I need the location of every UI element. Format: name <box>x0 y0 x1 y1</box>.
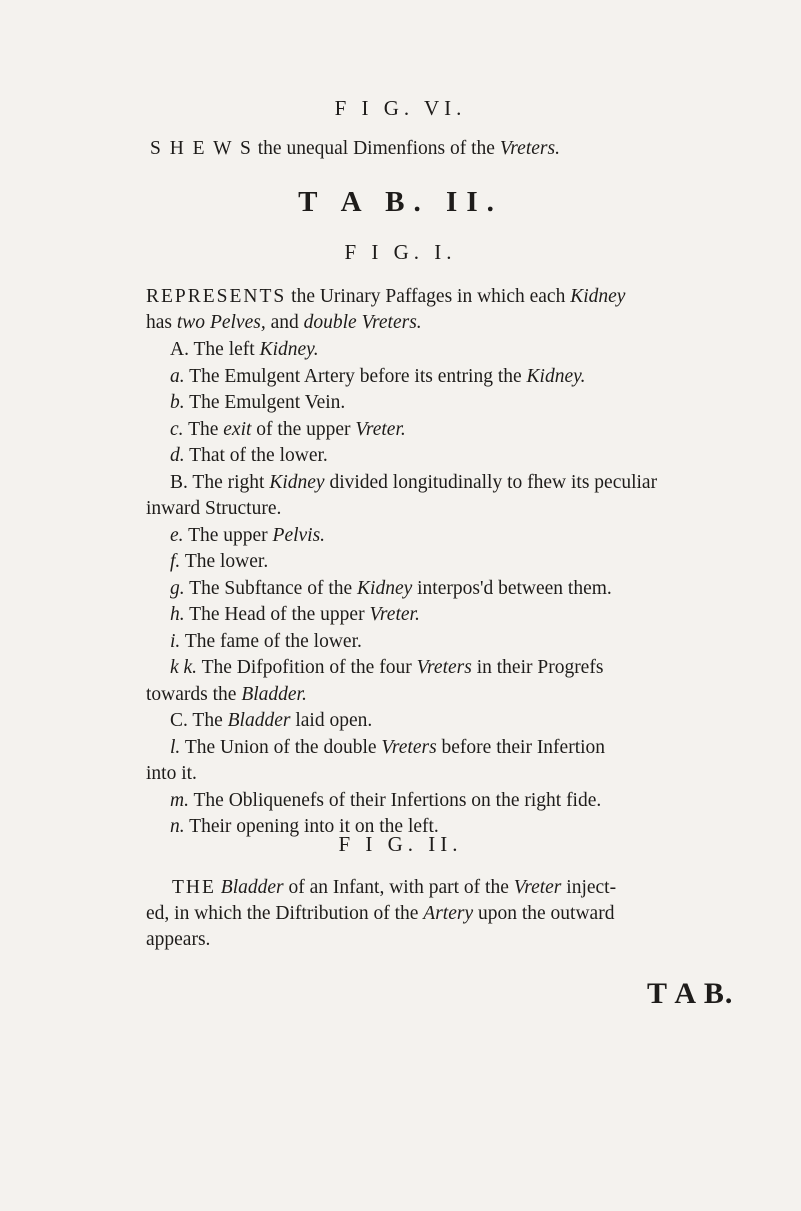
legend-key: k k. <box>170 657 198 678</box>
kidney-word: Kidney <box>570 286 626 307</box>
legend-item <box>170 789 601 813</box>
legend-italic: Bladder. <box>241 683 307 705</box>
legend-item <box>170 471 657 495</box>
fig6-ureters: Vreters. <box>499 138 560 159</box>
fig2-l1: of an Infant, with part of the <box>288 877 509 898</box>
catchword: T A B. <box>647 977 734 1010</box>
represents: REPRESENTS <box>146 286 287 307</box>
legend-italic: Kidney. <box>259 339 319 360</box>
legend-key: a. <box>170 365 185 387</box>
fig1-heading: F I G. I. <box>344 240 457 264</box>
injected-word: inject- <box>566 877 617 898</box>
legend-text-after: of the upper <box>256 418 351 440</box>
ureters-word: Vreters. <box>361 312 422 333</box>
legend-item <box>170 418 406 442</box>
legend-text-after: laid open. <box>295 710 373 731</box>
legend-text: The left <box>193 339 255 360</box>
legend-item <box>170 391 345 415</box>
legend-key: B. <box>170 471 188 493</box>
legend-item <box>170 444 328 468</box>
legend-italic: Bladder <box>227 710 291 731</box>
fig2-l2a: ed, in which the Diftribution of the <box>146 903 419 924</box>
legend-text: inward Structure. <box>146 498 282 519</box>
legend-item <box>170 603 420 627</box>
legend-italic: exit <box>223 418 252 440</box>
legend-italic: Vreters <box>416 657 472 678</box>
fig6-caption <box>150 137 560 161</box>
legend-text: The Union of the double <box>184 736 377 758</box>
legend-item <box>170 365 586 389</box>
legend-key: i. <box>170 630 181 652</box>
artery-word: Artery <box>423 903 474 924</box>
legend-key: h. <box>170 604 185 625</box>
legend-item <box>170 338 319 362</box>
has-word: has <box>146 312 172 333</box>
legend-item <box>170 577 612 601</box>
legend-text: The Head of the upper <box>189 604 365 625</box>
legend-key: A. <box>170 339 189 360</box>
legend-item <box>170 656 603 680</box>
legend-text: into it. <box>146 763 197 784</box>
legend-item <box>170 630 362 654</box>
pelves-word: Pelves, <box>209 312 266 333</box>
legend-text: The Difpofition of the four <box>201 657 412 678</box>
legend-text: The fame of the lower. <box>184 630 362 652</box>
legend-text: The lower. <box>184 551 269 572</box>
legend-key: d. <box>170 445 185 466</box>
fig1-caption-line2 <box>146 311 422 335</box>
legend-text: The right <box>192 471 265 493</box>
bladder-word: Bladder <box>220 877 284 898</box>
legend-item <box>146 497 281 521</box>
fig2-caption-line1 <box>172 876 616 900</box>
legend-italic: Kidney. <box>526 365 586 387</box>
legend-italic: Vreter. <box>369 604 420 625</box>
legend-italic: Pelvis. <box>272 524 326 546</box>
legend-key: C. <box>170 710 188 731</box>
legend-key: m. <box>170 789 189 811</box>
legend-item <box>146 683 307 707</box>
fig6-heading: F I G. VI. <box>334 96 467 120</box>
legend-text: The Obliquenefs of their Infertions on the right fide. <box>193 789 602 811</box>
legend-key: g. <box>170 577 185 599</box>
legend-text: The Subftance of the <box>189 577 353 599</box>
legend-italic-2: Vreter. <box>355 418 406 440</box>
legend-text: That of the lower. <box>189 445 328 466</box>
tab-heading: T A B. II. <box>298 186 503 218</box>
legend-key: e. <box>170 524 184 546</box>
rep-rest: the Urinary Paffages in which each <box>291 286 566 307</box>
legend-italic: Kidney <box>269 471 325 493</box>
legend-item <box>170 709 372 733</box>
fig1-caption-line1 <box>146 285 625 309</box>
legend-text: towards the <box>146 683 237 705</box>
legend-item <box>146 762 197 786</box>
legend-item <box>170 736 605 760</box>
legend-italic: Vreters <box>381 736 437 758</box>
fig6-rest: the unequal Dimenfions of the <box>257 138 495 159</box>
two-word: two <box>176 312 206 333</box>
legend-text: The upper <box>188 524 268 546</box>
legend-text-after: before their Infertion <box>441 736 606 758</box>
legend-key: c. <box>170 418 184 440</box>
legend-text-after: interpos'd between them. <box>417 577 612 599</box>
legend-item <box>170 550 268 574</box>
double-word: double <box>303 312 357 333</box>
legend-key: b. <box>170 392 185 413</box>
the-caps: THE <box>172 877 216 898</box>
legend-text-after: in their Progrefs <box>476 657 604 678</box>
legend-text: Their opening into it on the left. <box>189 816 439 837</box>
legend-text-after: divided longitudinally to fhew its peculiar <box>329 471 658 493</box>
legend-text: The Emulgent Artery before its entring the <box>189 365 522 387</box>
legend-text: The Emulgent Vein. <box>189 392 346 413</box>
legend-key: n. <box>170 816 185 837</box>
legend-item <box>170 524 325 548</box>
and-word: and <box>270 312 299 333</box>
legend-text: The <box>192 710 223 731</box>
fig6-shews: S H E W S <box>150 138 253 159</box>
legend-key: l. <box>170 736 181 758</box>
fig2-l2b: upon the outward <box>477 903 615 924</box>
legend-text: The <box>188 418 219 440</box>
fig2-caption-line2 <box>146 902 614 926</box>
fig2-caption-line3: appears. <box>146 929 211 950</box>
legend-italic: Kidney <box>357 577 413 599</box>
legend-key: f. <box>170 551 181 572</box>
fig2-heading: F I G. II. <box>338 832 463 856</box>
ureter-word: Vreter <box>513 877 562 898</box>
